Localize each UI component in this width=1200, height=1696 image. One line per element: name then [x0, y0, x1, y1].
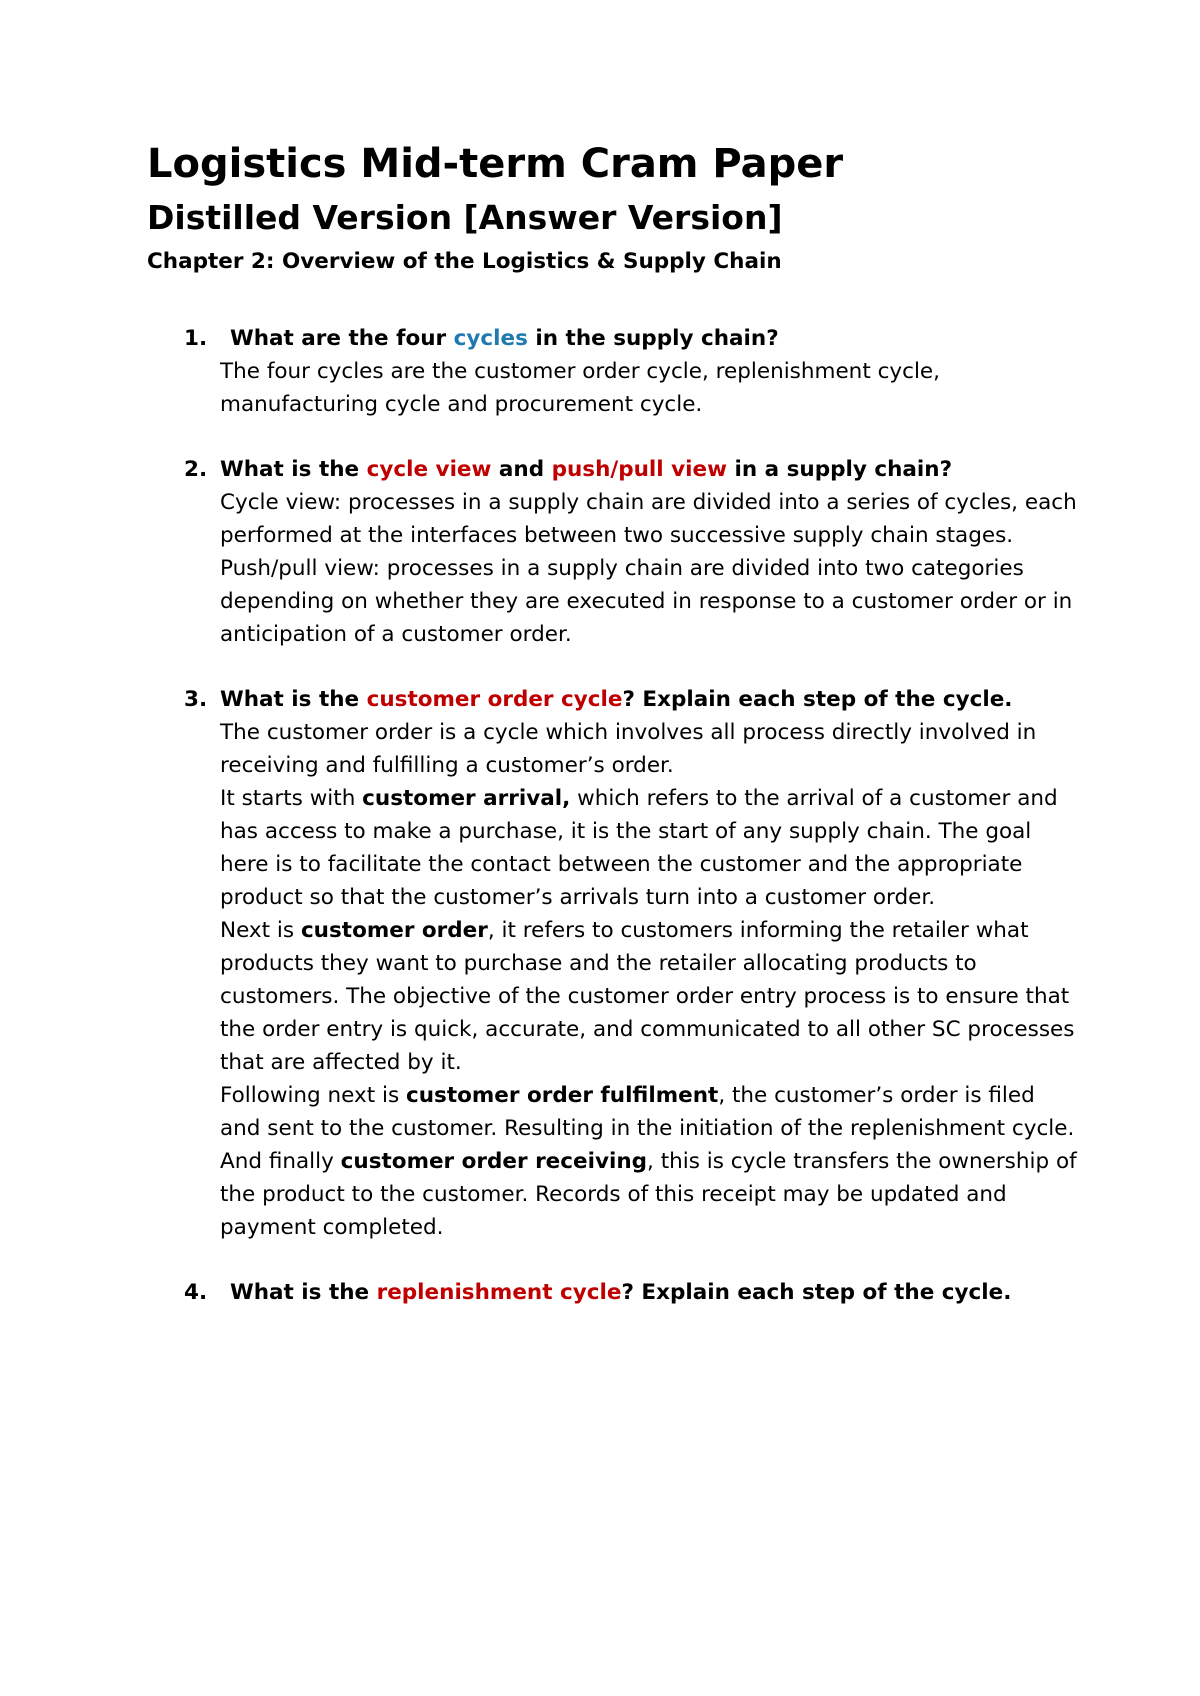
answer-text: The four cycles are the customer order cycle, replenishment cycle, manufacturing cycle and procurement cycle. [220, 359, 940, 417]
chapter-heading: Chapter 2: Overview of the Logistics & Supply Chain [147, 249, 782, 274]
question-number: 4. [184, 1280, 208, 1305]
question-item-2 [147, 453, 1077, 651]
document-title: Logistics Mid-term Cram Paper [147, 141, 844, 187]
document-page [147, 140, 1077, 1341]
answer-step-text: , the customer’s order is filed and sent to the customer. Resulting in the initiation of the replenishment cycle. [220, 1083, 1075, 1141]
question-text-part: What is the [230, 1280, 377, 1305]
answer-text: Cycle view: processes in a supply chain are divided into a series of cycles, each performed at the interfaces between two successive supply chain stages. Push/pull view: processes in a supply chain are divided into two categories depending on whether they are executed in response to a customer order or in anticipation of a customer order. [220, 490, 1077, 647]
answer-step [220, 782, 1077, 914]
answer-step-text: It starts with [220, 786, 363, 811]
highlighted-term: replenishment cycle [376, 1280, 622, 1305]
answer-step-text: And finally [220, 1149, 341, 1174]
question-item-1 [147, 322, 1077, 421]
question-number: 1. [184, 326, 208, 351]
answer-step-text: , this is cycle transfers the ownership of the product to the customer. Records of this receipt may be updated and payment completed. [220, 1149, 1077, 1240]
answer-step-text: Following next is [220, 1083, 406, 1108]
question-list [147, 322, 1077, 1309]
question-text-part: ? Explain each step of the cycle. [621, 1280, 1012, 1305]
answer-step-term: customer order fulfilment [406, 1083, 719, 1108]
highlighted-term: cycle view [366, 457, 492, 482]
answer-step-text: , it refers to customers informing the retailer what products they want to purchase and the retailer allocating products to customers. The objective of the customer order entry process is to ensure that the order entry is quick, accurate, and communicated to all other SC processes that are affected by it. [220, 918, 1075, 1075]
question-text-part: What are the four [230, 326, 454, 351]
question-text-part: What is the [220, 687, 367, 712]
question-text-part: in a supply chain? [726, 457, 953, 482]
answer-step [220, 1145, 1077, 1244]
question-text-part: ? Explain each step of the cycle. [622, 687, 1013, 712]
answer-step-text: Next is [220, 918, 301, 943]
question-item-4 [147, 1276, 1077, 1309]
answer-step [220, 914, 1077, 1079]
question-number: 2. [184, 457, 208, 482]
question-text [220, 683, 1077, 716]
highlighted-term: push/pull view [551, 457, 727, 482]
answer-step-term: customer order [300, 918, 488, 943]
question-text [220, 1276, 1077, 1309]
question-item-3 [147, 683, 1077, 1244]
question-text-part: and [491, 457, 552, 482]
answer-step-term: customer arrival, [362, 786, 571, 811]
question-text [220, 322, 1077, 355]
question-number: 3. [184, 687, 208, 712]
question-text [220, 453, 1077, 486]
document-subtitle: Distilled Version [Answer Version] [147, 198, 783, 237]
highlighted-term: customer order cycle [366, 687, 623, 712]
answer-step [220, 1079, 1077, 1145]
question-text-part: in the supply chain? [527, 326, 779, 351]
answer-intro: The customer order is a cycle which involves all process directly involved in receiving and fulfilling a customer’s order. [220, 720, 1037, 778]
answer-step-text: which refers to the arrival of a customer and has access to make a purchase, it is the start of any supply chain. The goal here is to facilitate the contact between the customer and the appropriate product so that the customer’s arrivals turn into a customer order. [220, 786, 1058, 910]
answer-step-term: customer order receiving [340, 1149, 648, 1174]
highlighted-term: cycles [453, 326, 528, 351]
question-text-part: What is the [220, 457, 367, 482]
